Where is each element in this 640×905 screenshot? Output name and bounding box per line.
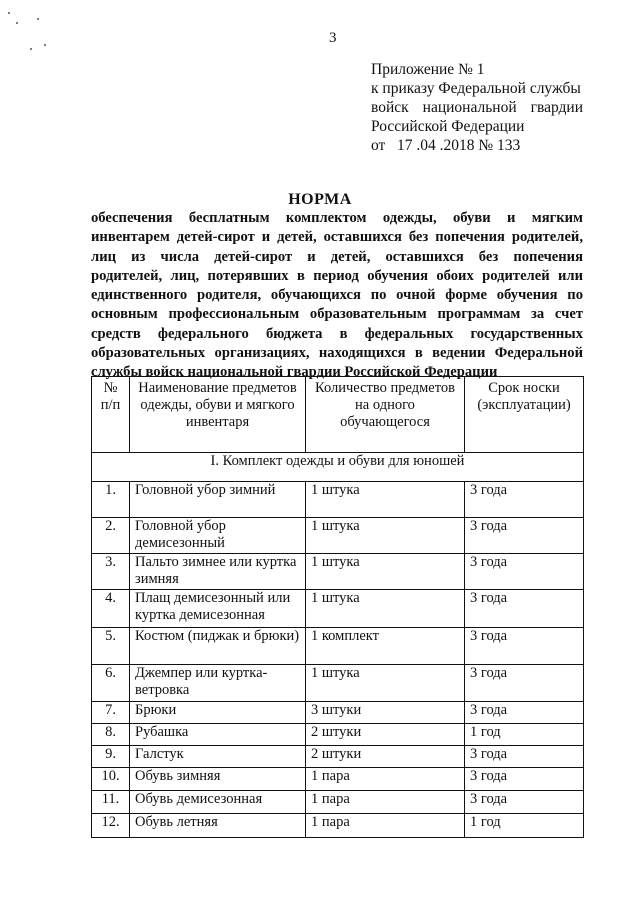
table-row <box>92 665 584 702</box>
wear-period: 3 года <box>465 554 584 590</box>
appendix-line: к приказу Федеральной службы <box>371 80 581 97</box>
document-title: НОРМА <box>288 191 352 208</box>
wear-period: 3 года <box>465 768 584 791</box>
header-item-name: Наименование предметов одежды, обуви и мягкого инвентаря <box>130 377 306 453</box>
wear-period: 3 года <box>465 482 584 518</box>
item-name: Обувь летняя <box>130 814 306 838</box>
scan-speck <box>8 12 10 14</box>
table-row <box>92 768 584 791</box>
page-number: 3 <box>329 30 337 46</box>
item-name: Джемпер или куртка-ветровка <box>130 665 306 702</box>
wear-period: 3 года <box>465 791 584 814</box>
table-row <box>92 628 584 665</box>
subtitle-line: единственного родителя, обучающихся по очной форме обучения по <box>91 287 583 304</box>
subtitle-line: службы войск национальной гвардии Российской Федерации <box>91 364 498 381</box>
wear-period: 3 года <box>465 746 584 768</box>
appendix-line: Российской Федерации <box>371 118 525 135</box>
appendix-block <box>371 60 583 155</box>
item-name: Обувь демисезонная <box>130 791 306 814</box>
item-name: Плащ демисезонный или куртка демисезонная <box>130 590 306 628</box>
table-row <box>92 554 584 590</box>
wear-period: 3 года <box>465 628 584 665</box>
quantity: 1 штука <box>306 482 465 518</box>
quantity: 1 штука <box>306 665 465 702</box>
item-name: Головной убор демисезонный <box>130 518 306 554</box>
subtitle-line: основным профессиональным образовательным программам за счет <box>91 306 583 323</box>
wear-period: 3 года <box>465 702 584 724</box>
row-number: 4. <box>92 590 130 628</box>
quantity: 2 штуки <box>306 746 465 768</box>
appendix-line: войск национальной гвардии <box>371 99 583 116</box>
table-row <box>92 746 584 768</box>
subtitle-line: образовательных организациях, находящихся в ведении Федеральной <box>91 345 583 362</box>
header-number: № п/п <box>92 377 130 453</box>
subtitle-line: родителей, лиц, потерявших в период обучения обоих родителей или <box>91 267 583 284</box>
row-number: 11. <box>92 791 130 814</box>
table-row <box>92 724 584 746</box>
item-name: Костюм (пиджак и брюки) <box>130 628 306 665</box>
subtitle-line: средств федерального бюджета в федеральных государственных <box>91 325 583 342</box>
scan-speck <box>44 44 46 46</box>
row-number: 10. <box>92 768 130 791</box>
row-number: 3. <box>92 554 130 590</box>
table-row <box>92 590 584 628</box>
subtitle-line: обеспечения бесплатным комплектом одежды, обуви и мягким <box>91 210 583 226</box>
subtitle-line: лиц из числа детей-сирот и детей, оставшихся без попечения <box>91 248 583 265</box>
item-name: Брюки <box>130 702 306 724</box>
appendix-date-line: от 17 .04 .2018 № 133 <box>371 137 521 154</box>
table-header-row <box>92 377 584 453</box>
appendix-line: Приложение № 1 <box>371 61 485 78</box>
wear-period: 1 год <box>465 724 584 746</box>
subtitle-line: инвентарем детей-сирот и детей, оставшихся без попечения родителей, <box>91 229 583 246</box>
row-number: 1. <box>92 482 130 518</box>
quantity: 1 штука <box>306 554 465 590</box>
document-subtitle <box>91 209 583 383</box>
row-number: 12. <box>92 814 130 838</box>
quantity: 1 комплект <box>306 628 465 665</box>
wear-period: 3 года <box>465 590 584 628</box>
wear-period: 3 года <box>465 518 584 554</box>
scan-speck <box>30 48 32 50</box>
item-name: Головной убор зимний <box>130 482 306 518</box>
section-row <box>92 453 584 482</box>
item-name: Пальто зимнее или куртка зимняя <box>130 554 306 590</box>
header-quantity: Количество предметов на одного обучающегося <box>306 377 465 453</box>
row-number: 9. <box>92 746 130 768</box>
quantity: 1 штука <box>306 590 465 628</box>
quantity: 1 пара <box>306 768 465 791</box>
quantity: 1 штука <box>306 518 465 554</box>
row-number: 2. <box>92 518 130 554</box>
row-number: 5. <box>92 628 130 665</box>
wear-period: 3 года <box>465 665 584 702</box>
quantity: 1 пара <box>306 791 465 814</box>
table-row <box>92 814 584 838</box>
table-row <box>92 482 584 518</box>
row-number: 7. <box>92 702 130 724</box>
section-title: I. Комплект одежды и обуви для юношей <box>92 453 584 482</box>
table-row <box>92 702 584 724</box>
quantity: 1 пара <box>306 814 465 838</box>
wear-period: 1 год <box>465 814 584 838</box>
norm-table <box>91 376 584 838</box>
table-row <box>92 518 584 554</box>
item-name: Рубашка <box>130 724 306 746</box>
item-name: Галстук <box>130 746 306 768</box>
item-name: Обувь зимняя <box>130 768 306 791</box>
quantity: 2 штуки <box>306 724 465 746</box>
scan-speck <box>37 18 39 20</box>
quantity: 3 штуки <box>306 702 465 724</box>
table-row <box>92 791 584 814</box>
header-wear-period: Срок носки (эксплуатации) <box>465 377 584 453</box>
scan-speck <box>16 22 18 24</box>
row-number: 6. <box>92 665 130 702</box>
row-number: 8. <box>92 724 130 746</box>
